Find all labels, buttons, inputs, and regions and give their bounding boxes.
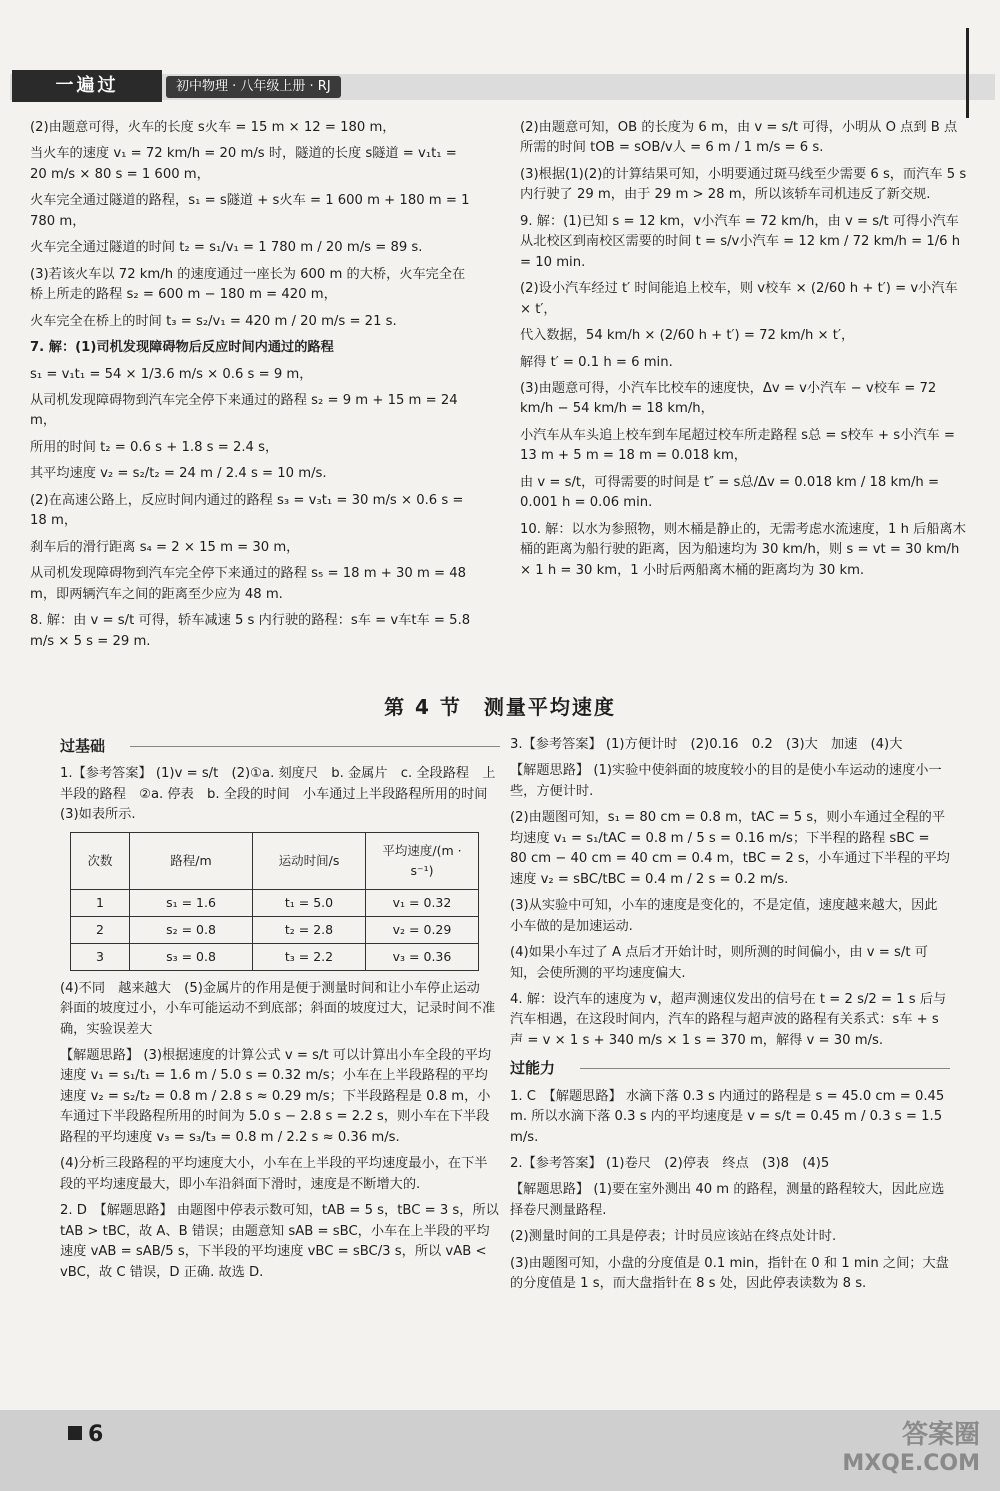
text-line: (3)根据(1)(2)的计算结果可知，小明要通过斑马线至少需要 6 s，而汽车 5 s 内行驶了 29 m，由于 29 m > 28 m，所以该轿车司机违反了新交规.: [520, 166, 967, 203]
text-line: 4. 解：设汽车的速度为 v，超声测速仪发出的信号在 t = 2 s/2 = 1 s 后与汽车相遇，在这段时间内，汽车的路程与超声波的路程有关系式：s车 + s声 = v × 1 s + 340 m/s × 1 s = 370 m，解得 v = 30 m/s.: [510, 991, 947, 1048]
page-header: [0, 0, 1000, 110]
page-number: 6: [88, 1422, 104, 1447]
table-header-row: [71, 832, 479, 889]
text-line: 2. D 【解题思路】 由题图中停表示数可知，tAB = 5 s，tBC = 3 s，所以 tAB > tBC，故 A、B 错误；由题意知 sAB = sBC，小车在上半段的平均速度 vAB = sAB/5 s，下半段的平均速度 vBC = sBC/3 s，所以 vAB < vBC，故 C 错误，D 正确. 故选 D.: [60, 1203, 499, 1280]
text-line: 当火车的速度 v₁ = 72 km/h = 20 m/s 时，隧道的长度 s隧道 = v₁t₁ = 20 m/s × 80 s = 1 600 m，: [30, 146, 457, 182]
table-cell: 3: [71, 943, 130, 970]
table-cell: t₁ = 5.0: [253, 889, 366, 916]
text-line: (3)由题意可得，小汽车比校车的速度快，Δv = v小汽车 − v校车 = 72 km/h − 54 km/h = 18 km/h，: [520, 380, 937, 417]
text-line: 由 v = s/t，可得需要的时间是 t″ = s总/Δv = 0.018 km / 18 km/h = 0.001 h = 0.06 min.: [520, 474, 940, 511]
table-cell: v₃ = 0.36: [366, 943, 479, 970]
table-cell: s₃ = 0.8: [130, 943, 253, 970]
text-line: (3)由题图可知，小盘的分度值是 0.1 min，指针在 0 和 1 min 之间；大盘的分度值是 1 s，而大盘指针在 8 s 处，因此停表读数为 8 s.: [510, 1255, 949, 1292]
watermark: [842, 1420, 980, 1478]
text-line: 火车完全通过隧道的路程，s₁ = s隧道 + s火车 = 1 600 m + 180 m = 1 780 m，: [30, 193, 470, 229]
text-line: (2)由题意可知，OB 的长度为 6 m，由 v = s/t 可得，小明从 O 点到 B 点所需的时间 tOB = sOB/v人 = 6 m / 1 m/s = 6 s.: [520, 120, 958, 156]
table-row: [71, 943, 479, 970]
table-header-cell: 运动时间/s: [253, 832, 366, 889]
text-line: (2)测量时间的工具是停表；计时员应该站在终点处计时.: [510, 1229, 837, 1245]
text-line: 所用的时间 t₂ = 0.6 s + 1.8 s = 2.4 s，: [30, 439, 279, 455]
series-tag: 初中物理 · 八年级上册 · RJ: [166, 76, 341, 98]
section-title: 第 4 节 测量平均速度: [384, 695, 616, 719]
text-line: 其平均速度 v₂ = s₂/t₂ = 24 m / 2.4 s = 10 m/s.: [30, 466, 327, 482]
right-top-column: [520, 118, 970, 587]
text-line: 3.【参考答案】 (1)方便计时 (2)0.16 0.2 (3)大 加速 (4)大: [510, 737, 903, 752]
text-line: (2)由题图可知，s₁ = 80 cm = 0.8 m，tAC = 5 s，则小车通过全程的平均速度 v₁ = s₁/tAC = 0.8 m / 5 s = 0.16 m/s；下半程的路程 sBC = 80 cm − 40 cm = 40 cm = 0.4 m，tBC = 2 s，小车通过下半程的平均速度 v₂ = sBC/tBC = 0.4 m / 2 s = 0.2 m/s.: [510, 810, 950, 887]
text-line: 火车完全通过隧道的时间 t₂ = s₁/v₁ = 1 780 m / 20 m/s = 89 s.: [30, 240, 423, 256]
text-line: 【解题思路】 (3)根据速度的计算公式 v = s/t 可以计算出小车全段的平均速度 v₁ = s₁/t₁ = 1.6 m / 5.0 s = 0.32 m/s；小车在上半段路程的平均速度 v₂ = s₂/t₂ = 0.8 m / 2.8 s ≈ 0.29 m/s；下半段路程是 0.8 m，小车通过下半段路程所用的时间为 5.0 s − 2.8 s = 2.2 s，则小车在下半段路程的平均速度 v₃ = s₃/t₃ = 0.8 m / 2.2 s ≈ 0.36 m/s.: [60, 1047, 492, 1145]
text-line: 7. 解：(1)司机发现障碍物后反应时间内通过的路程: [30, 340, 334, 356]
table-cell: v₁ = 0.32: [366, 889, 479, 916]
watermark-url: MXQE.COM: [842, 1451, 980, 1477]
text-line: 10. 解：以水为参照物，则木桶是静止的，无需考虑水流速度，1 h 后船离木桶的距离为船行驶的距离，因为船速均为 30 km/h，则 s = vt = 30 km/h × 1 h = 30 km，1 小时后两船离木桶的距离均为 30 km.: [520, 521, 966, 578]
text-line: 【解题思路】 (1)实验中使斜面的坡度较小的目的是使小车运动的速度小一些，方便计时.: [510, 763, 942, 799]
table-header-cell: 平均速度/(m · s⁻¹): [366, 832, 479, 889]
table-cell: v₂ = 0.29: [366, 916, 479, 943]
text-line: (3)从实验中可知，小车的速度是变化的，不是定值，速度越来越大，因此小车做的是加速运动.: [510, 898, 938, 934]
table-cell: t₂ = 2.8: [253, 916, 366, 943]
text-line: 1. C 【解题思路】 水滴下落 0.3 s 内通过的路程是 s = 45.0 cm = 0.45 m. 所以水滴下落 0.3 s 内的平均速度是 v = s/t = 0.45 m / 0.3 s = 1.5 m/s.: [510, 1088, 945, 1145]
text-line: (4)分析三段路程的平均速度大小，小车在上半段的平均速度最小，在下半段的平均速度最大，即小车沿斜面下滑时，速度是不断增大的.: [60, 1156, 488, 1192]
table-header-cell: 路程/m: [130, 832, 253, 889]
text-line: 9. 解：(1)已知 s = 12 km，v小汽车 = 72 km/h，由 v = s/t 可得小汽车从北校区到南校区需要的时间 t = s/v小汽车 = 12 km / 72 km/h = 1/6 h = 10 min.: [520, 213, 961, 270]
band-rule: [130, 746, 500, 747]
left-bottom-column: [60, 735, 500, 1289]
text-line: 刹车后的滑行距离 s₄ = 2 × 15 m = 30 m，: [30, 539, 300, 555]
text-line: 8. 解：由 v = s/t 可得，轿车减速 5 s 内行驶的路程：s车 = v车t车 = 5.8 m/s × 5 s = 29 m.: [30, 613, 471, 649]
text-line: 从司机发现障碍物到汽车完全停下来通过的路程 s₂ = 9 m + 15 m = 24 m，: [30, 392, 458, 429]
text-line: (4)不同 越来越大 (5)金属片的作用是便于测量时间和让小车停止运动 斜面的坡度过小，小车可能运动不到底部；斜面的坡度过大，记录时间不准确，实验误差大: [60, 980, 496, 1037]
section-band: [60, 735, 500, 758]
text-line: (2)由题意可得，火车的长度 s火车 = 15 m × 12 = 180 m，: [30, 120, 396, 135]
table-cell: s₂ = 0.8: [130, 916, 253, 943]
section-band: [510, 1057, 950, 1080]
table-header-cell: 次数: [71, 832, 130, 889]
table-cell: s₁ = 1.6: [130, 889, 253, 916]
band-rule: [580, 1068, 950, 1069]
text-line: 2.【参考答案】 (1)卷尺 (2)停表 终点 (3)8 (4)5: [510, 1155, 830, 1171]
text-line: 火车完全在桥上的时间 t₃ = s₂/v₁ = 420 m / 20 m/s = 21 s.: [30, 313, 397, 329]
text-line: 【解题思路】 (1)要在室外测出 40 m 的路程，测量的路程较大，因此应选择卷尺测量路程.: [510, 1182, 945, 1218]
text-line: 小汽车从车头追上校车到车尾超过校车所走路程 s总 = s校车 + s小汽车 = 13 m + 5 m = 18 m = 0.018 km，: [520, 427, 955, 464]
text-line: (4)如果小车过了 A 点后才开始计时，则所测的时间偏小，由 v = s/t 可知，会使所测的平均速度偏大.: [510, 945, 928, 981]
text-line: s₁ = v₁t₁ = 54 × 1/3.6 m/s × 0.6 s = 9 m，: [30, 366, 313, 382]
table-cell: 2: [71, 916, 130, 943]
page-marker-icon: [68, 1426, 82, 1440]
watermark-text: 答案圈: [901, 1420, 980, 1450]
text-line: (2)设小汽车经过 t′ 时间能追上校车，则 v校车 × (2/60 h + t′) = v小汽车 × t′，: [520, 281, 958, 317]
brand-logo: 一遍过: [12, 70, 162, 102]
text-line: 从司机发现障碍物到汽车完全停下来通过的路程 s₅ = 18 m + 30 m = 48 m，即两辆汽车之间的距离至少应为 48 m.: [30, 566, 467, 602]
text-line: 1.【参考答案】 (1)v = s/t (2)①a. 刻度尺 b. 金属片 c. 全段路程 上半段的路程 ②a. 停表 b. 全段的时间 小车通过上半段路程所用的时间 (3)如表所示.: [60, 766, 501, 823]
text-line: 代入数据，54 km/h × (2/60 h + t′) = 72 km/h × t′，: [520, 328, 855, 344]
margin-line: [966, 28, 969, 118]
table-cell: 1: [71, 889, 130, 916]
left-top-column: [30, 118, 475, 658]
table-row: [71, 889, 479, 916]
table-cell: t₃ = 2.2: [253, 943, 366, 970]
text-line: (2)在高速公路上，反应时间内通过的路程 s₃ = v₃t₁ = 30 m/s × 0.6 s = 18 m，: [30, 492, 464, 529]
measurement-table: [70, 832, 479, 971]
text-line: 解得 t′ = 0.1 h = 6 min.: [520, 354, 673, 370]
band-label: 过基础: [60, 737, 106, 755]
table-row: [71, 916, 479, 943]
right-bottom-column: [510, 735, 950, 1301]
band-label: 过能力: [510, 1059, 556, 1078]
text-line: (3)若该火车以 72 km/h 的速度通过一座长为 600 m 的大桥，火车完全在桥上所走的路程 s₂ = 600 m − 180 m = 420 m，: [30, 266, 466, 303]
